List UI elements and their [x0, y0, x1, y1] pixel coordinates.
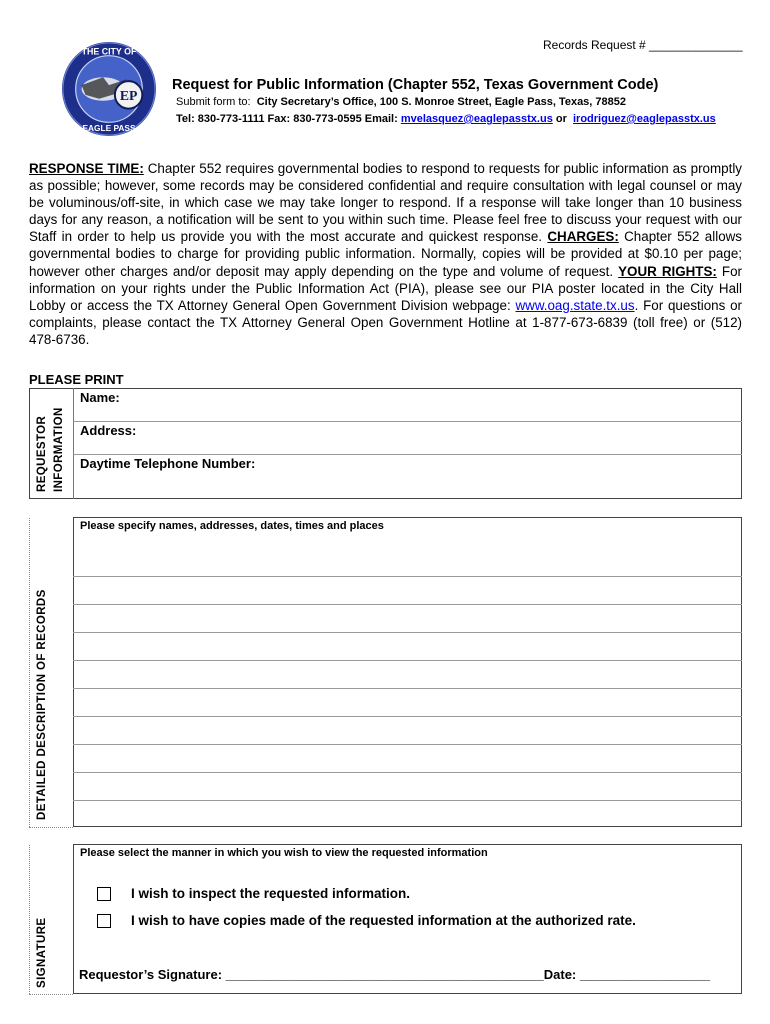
records-side-label: DETAILED DESCRIPTION OF RECORDS: [36, 589, 48, 820]
view-manner-instruction: Please select the manner in which you wish to view the requested information: [80, 847, 488, 859]
inspect-checkbox[interactable]: [97, 887, 111, 901]
or-text: or: [555, 113, 567, 125]
oag-link[interactable]: www.oag.state.tx.us: [515, 297, 635, 313]
records-description-section: [73, 517, 742, 827]
email-link-2[interactable]: irodriguez@eaglepasstx.us: [573, 113, 716, 125]
signature-side-label: SIGNATURE: [36, 917, 48, 988]
rights-text-2: . For questions or complaints, please contact the TX Attorney General Open Government Hotline at 1-877-673-6839 (toll free) or (512) 478-6736.: [29, 297, 743, 347]
charges-text: Chapter 552 allows governmental bodies to charge for providing public information. Normally, copies will be provided at $0.10 per page; however other charges and/or deposit may apply depending on the type and volume of request.: [29, 229, 743, 279]
tel-fax: Tel: 830-773-1111 Fax: 830-773-0595 Email:: [176, 113, 398, 125]
copies-checkbox[interactable]: [97, 914, 111, 928]
name-field[interactable]: Name:: [80, 390, 120, 405]
submit-prefix: Submit form to:: [176, 96, 251, 108]
records-text-line[interactable]: [73, 800, 742, 801]
signature-date-line[interactable]: Requestor’s Signature: ____________________________________________Date: __________________: [79, 967, 711, 982]
records-text-line[interactable]: [73, 716, 742, 717]
records-text-line[interactable]: [73, 632, 742, 633]
records-text-line[interactable]: [73, 576, 742, 577]
submit-line: [176, 96, 626, 108]
requestor-side-label-1: REQUESTOR: [36, 415, 48, 492]
city-seal-logo: [60, 40, 158, 138]
records-instruction: Please specify names, addresses, dates, times and places: [80, 520, 384, 532]
svg-text:EP: EP: [119, 87, 138, 103]
requestor-divider: [73, 388, 74, 499]
records-request-number: Records Request # ______________: [543, 38, 743, 52]
response-time-label: RESPONSE TIME:: [29, 161, 144, 176]
records-text-line[interactable]: [73, 744, 742, 745]
requestor-info-section: [29, 388, 742, 499]
intro-paragraph: [29, 160, 742, 348]
copies-option-label: I wish to have copies made of the requested information at the authorized rate.: [131, 913, 636, 928]
svg-text:THE CITY OF: THE CITY OF: [81, 46, 137, 57]
records-text-line[interactable]: [73, 688, 742, 689]
records-text-line[interactable]: [73, 604, 742, 605]
email-link-1[interactable]: mvelasquez@eaglepasstx.us: [400, 113, 553, 125]
records-text-line[interactable]: [73, 772, 742, 773]
response-time-text: Chapter 552 requires governmental bodies to respond to requests for public information as promptly as possible; however, some records may be considered confidential and require consultation with legal counsel or may be voluminous/off-site, in which case we may take longer to respond. If a response will take longer than 10 business days for any reason, a notification will be sent to you within such time. Please feel free to discuss your request with our Staff in order to help us provide you with the most accurate and quickest response.: [29, 161, 742, 245]
rights-label: YOUR RIGHTS:: [618, 263, 717, 279]
rights-text: For information on your rights under the Public Information Act (PIA), please see our PIA poster located in the City Hall Lobby or access the TX Attorney General Open Government Division webpage:: [29, 263, 742, 313]
row-separator: [73, 454, 742, 455]
inspect-option-label: I wish to inspect the requested information.: [131, 886, 411, 901]
form-title: Request for Public Information (Chapter 552, Texas Government Code): [172, 77, 659, 93]
requestor-side-label-2: INFORMATION: [53, 407, 65, 492]
address-field[interactable]: Address:: [80, 423, 137, 438]
signature-bottom-edge: [29, 994, 73, 995]
phone-field[interactable]: Daytime Telephone Number:: [80, 456, 256, 471]
svg-text:EAGLE PASS: EAGLE PASS: [82, 123, 136, 134]
records-text-line[interactable]: [73, 660, 742, 661]
row-separator: [73, 421, 742, 422]
signature-left-edge: [29, 845, 30, 994]
please-print-heading: PLEASE PRINT: [29, 372, 124, 387]
charges-label: CHARGES:: [547, 229, 619, 245]
submit-address: City Secretary’s Office, 100 S. Monroe Street, Eagle Pass, Texas, 78852: [256, 96, 627, 108]
records-left-edge: [29, 518, 30, 827]
contact-line: [176, 113, 716, 125]
records-bottom-edge: [29, 827, 73, 828]
